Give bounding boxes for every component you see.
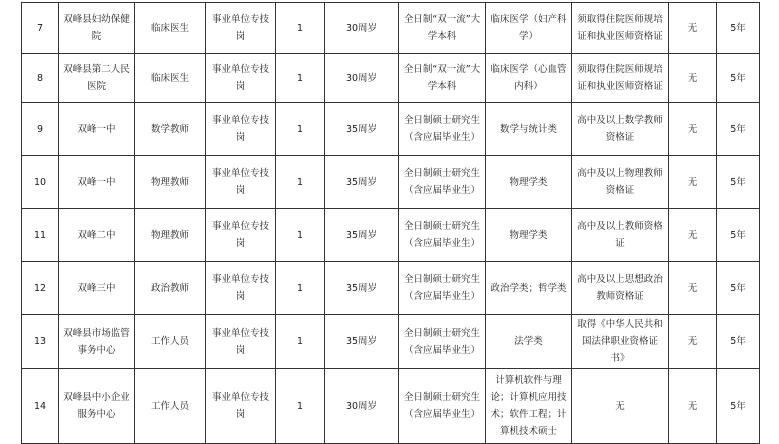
cell-unit: 双峰二中: [59, 209, 135, 262]
cell-age: 35周岁: [325, 209, 399, 262]
cell-category: 事业单位专技岗: [206, 103, 276, 156]
cell-other: 无: [669, 156, 717, 209]
cell-no: 10: [22, 156, 59, 209]
cell-requirement: 高中及以上教师资格证: [572, 209, 669, 262]
cell-age: 35周岁: [325, 156, 399, 209]
cell-requirement: 高中及以上思想政治教师资格证: [572, 262, 669, 315]
cell-term: 5年: [717, 54, 760, 103]
cell-category: 事业单位专技岗: [206, 54, 276, 103]
cell-unit: 双峰县中小企业服务中心: [59, 369, 135, 444]
cell-no: 13: [22, 315, 59, 369]
cell-term: 5年: [717, 262, 760, 315]
cell-major: 法学类: [486, 315, 572, 369]
cell-category: 事业单位专技岗: [206, 262, 276, 315]
cell-no: 7: [22, 3, 59, 54]
cell-no: 8: [22, 54, 59, 103]
cell-category: 事业单位专技岗: [206, 369, 276, 444]
cell-requirement: 须取得住院医师规培证和执业医师资格证: [572, 54, 669, 103]
cell-unit: 双峰一中: [59, 103, 135, 156]
cell-term: 5年: [717, 3, 760, 54]
cell-age: 35周岁: [325, 262, 399, 315]
cell-requirement: 无: [572, 369, 669, 444]
cell-major: 物理学类: [486, 156, 572, 209]
cell-other: 无: [669, 103, 717, 156]
cell-category: 事业单位专技岗: [206, 315, 276, 369]
table-row: [22, 262, 760, 315]
cell-age: 30周岁: [325, 54, 399, 103]
cell-position: 政治教师: [135, 262, 206, 315]
table-row: [22, 3, 760, 54]
cell-term: 5年: [717, 103, 760, 156]
cell-category: 事业单位专技岗: [206, 156, 276, 209]
cell-other: 无: [669, 262, 717, 315]
cell-position: 物理教师: [135, 209, 206, 262]
cell-category: 事业单位专技岗: [206, 3, 276, 54]
cell-major: 临床医学（心血管内科）: [486, 54, 572, 103]
cell-education: 全日制硕士研究生（含应届毕业生）: [399, 103, 486, 156]
cell-education: 全日制硕士研究生（含应届毕业生）: [399, 315, 486, 369]
cell-requirement: 须取得住院医师规培证和执业医师资格证: [572, 3, 669, 54]
cell-education: 全日制“双一流”大学本科: [399, 54, 486, 103]
cell-other: 无: [669, 54, 717, 103]
cell-requirement: 取得《中华人民共和国法律职业资格证书》: [572, 315, 669, 369]
cell-term: 5年: [717, 369, 760, 444]
cell-age: 30周岁: [325, 369, 399, 444]
cell-major: 政治学类；哲学类: [486, 262, 572, 315]
table-row: [22, 315, 760, 369]
cell-other: 无: [669, 315, 717, 369]
cell-no: 9: [22, 103, 59, 156]
cell-position: 数学教师: [135, 103, 206, 156]
cell-count: 1: [276, 156, 325, 209]
cell-education: 全日制硕士研究生（含应届毕业生）: [399, 262, 486, 315]
cell-unit: 双峰县第二人民医院: [59, 54, 135, 103]
cell-major: 计算机软件与理论；计算机应用技术；软件工程；计算机技术硕士: [486, 369, 572, 444]
cell-age: 35周岁: [325, 315, 399, 369]
cell-requirement: 高中及以上物理教师资格证: [572, 156, 669, 209]
cell-count: 1: [276, 315, 325, 369]
cell-age: 30周岁: [325, 3, 399, 54]
cell-no: 14: [22, 369, 59, 444]
table-row: [22, 369, 760, 444]
cell-term: 5年: [717, 315, 760, 369]
cell-age: 35周岁: [325, 103, 399, 156]
cell-other: 无: [669, 209, 717, 262]
cell-unit: 双峰县市场监管事务中心: [59, 315, 135, 369]
cell-unit: 双峰一中: [59, 156, 135, 209]
recruitment-table: [21, 2, 760, 444]
cell-term: 5年: [717, 209, 760, 262]
cell-position: 物理教师: [135, 156, 206, 209]
cell-no: 11: [22, 209, 59, 262]
table-row: [22, 54, 760, 103]
cell-unit: 双峰三中: [59, 262, 135, 315]
table-row: [22, 103, 760, 156]
cell-position: 临床医生: [135, 3, 206, 54]
cell-other: 无: [669, 369, 717, 444]
cell-education: 全日制硕士研究生（含应届毕业生）: [399, 369, 486, 444]
cell-no: 12: [22, 262, 59, 315]
table-row: [22, 156, 760, 209]
table-row: [22, 209, 760, 262]
cell-count: 1: [276, 3, 325, 54]
cell-other: 无: [669, 3, 717, 54]
cell-requirement: 高中及以上数学教师资格证: [572, 103, 669, 156]
cell-count: 1: [276, 262, 325, 315]
cell-education: 全日制硕士研究生（含应届毕业生）: [399, 209, 486, 262]
cell-education: 全日制硕士研究生（含应届毕业生）: [399, 156, 486, 209]
cell-major: 物理学类: [486, 209, 572, 262]
cell-unit: 双峰县妇幼保健院: [59, 3, 135, 54]
cell-count: 1: [276, 54, 325, 103]
cell-count: 1: [276, 369, 325, 444]
cell-major: 数学与统计类: [486, 103, 572, 156]
cell-major: 临床医学（妇产科学）: [486, 3, 572, 54]
cell-category: 事业单位专技岗: [206, 209, 276, 262]
cell-count: 1: [276, 209, 325, 262]
cell-count: 1: [276, 103, 325, 156]
cell-term: 5年: [717, 156, 760, 209]
cell-position: 临床医生: [135, 54, 206, 103]
cell-education: 全日制“双一流”大学本科: [399, 3, 486, 54]
cell-position: 工作人员: [135, 315, 206, 369]
cell-position: 工作人员: [135, 369, 206, 444]
